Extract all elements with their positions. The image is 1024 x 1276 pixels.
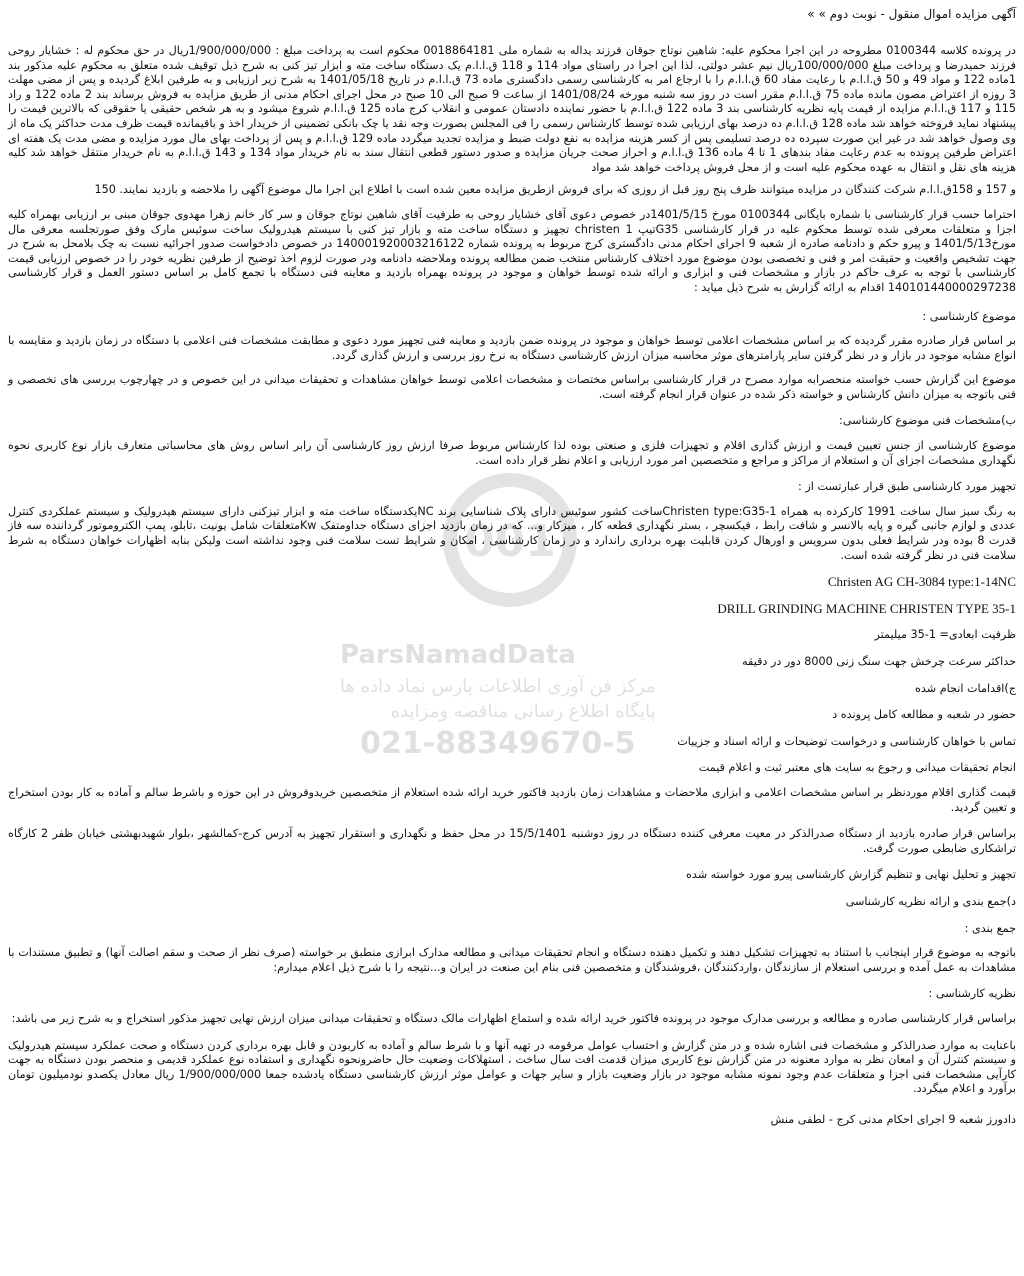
signature-line: دادورز شعبه 9 اجرای احکام مدنی کرج - لطفی منش: [770, 1112, 1016, 1126]
heading-subject: موضوع کارشناسی :: [922, 309, 1016, 323]
heading-summary-opinion: د)جمع بندی و ارائه نظریه کارشناسی: [845, 894, 1016, 908]
paragraph-subject: بر اساس قرار صادره مقرر گردیده که بر اساس مشخصات اعلامی توسط خواهان و موجود در پرونده ضمن بازدید و معاینه فنی تجهیز مورد دعوی و مطابقت مشخصات فنی اعلامی با دستگاه در زمان بازدید و مقایسه با انواع مشابه موجود در بازار و در نظر گرفتن سایر پارامترهای موثر محاسبه میزان ارزش کارشناسی دستگاه به نرخ روز بررسی و ارزش گذاری گردد.: [8, 334, 1016, 362]
watermark-brand: ParsNamadData: [340, 640, 576, 670]
paragraph-final-analysis: تجهیز و تحلیل نهایی و تنظیم گزارش کارشناسی پیرو مورد خواسته شده: [686, 868, 1016, 882]
paragraph-expert-order: احتراما حسب قرار کارشناسی با شماره بایگانی 0100344 مورخ 1401/5/15در خصوص دعوی آقای خشایار روحی به طرفیت آقای شاهین نوتاج جوقان و سر کار خانم زهرا مهدوی جوقان مبنی بر ارزیابی بهمراه کلیه اجزا و متعلقات معرفی شده توسط محکوم علیه در قرار کارشناسی G35تیپ 1 christen تجهیز و دستگاه ساخت مته و بازار تیز کنی با سیستم هیدرولیک ساخت سوئیس مارک وفق صورتجلسه معرفی مال مورخ1401/5/13 و پیرو حکم و دادنامه صادره از شعبه 9 اجرای احکام مدنی دادگستری کرج مربوط به پرونده شماره 140001920003216122 در خصوص دادخواست صدور اجرائیه نسبت به چک بلامحل به شرح در جهت تشخیص واقعیت و حقیقت امر و فنی و تخصصی بودن موضوع مورد اختلاف کارشناس منتخب ضمن مطالعه پرونده وملاحضه دادنامه ودر صورت لزوم اخذ توضیح از طرفین نظریه خودر را در خصوص ارزیابی قیمت کارشناسی با توجه به عرف حاکم در بازار و مشخصات فنی و ابزاری و ارائه شده توسط خواهان و موجود در پرونده بهمراه بازدید و معاینه فنی دستگاه با تجمع کامل بر اساس دستور العمل و قرار کارشناسی 140101440000297238 اقدام به ارائه گزارش به شرح ذیل میاید :: [8, 207, 1017, 294]
heading-expert-opinion: نظریه کارشناسی :: [928, 987, 1016, 1001]
paragraph-tech-specs: موضوع کارشناسی از جنس تعیین قیمت و ارزش گذاری اقلام و تجهیزات فلزی و صنعتی بوده لذا کارشناس مربوط صرفا ارزش روز کارشناسی آن رابر اساس روش های محاسباتی متعارف بازار نوع کاربری نحوه نگهداری مشخصات اجزای آن و استعلام از مراکز و مراجع و متخصصین امر مورد ارزیابی و اعلام نظر قرار داده است.: [8, 439, 1016, 467]
paragraph-summary: باتوجه به موضوع قرار اینجانب با استناد به تجهیزات تشکیل دهند و تکمیل دهنده دستگاه و انجام تحقیقات میدانی و مطالعه مدارک ابرازی منطبق بر خواسته (صرف نظر از صحت و سقم اصالت آنها) و تطبیق مستندات با مشاهدات به عمل آمده و بررسی استعلام از سازندگان ،واردکنندگان ،فروشندگان و متخصصین فنی بنام این صنعت در ایران و...نتیجه را با شرح ذیل اعلام میدارم:: [8, 946, 1016, 974]
paragraph-expert-opinion: براساس قرار کارشناسی صادره و مطالعه و بررسی مدارک موجود در پرونده فاکتور خرید ارائه شده و استماع اظهارات مالک دستگاه و تحقیقات میدانی میزان ارزش نهایی تجهیز مذکور استخراج و به شرح زیر می باشد:: [11, 1011, 1016, 1025]
paragraph-final-valuation: باعنایت به موارد صدرالذکر و مشخصات فنی اشاره شده و در متن گزارش و احتساب عوامل مرقومه در تهیه آنها و با شرط سالم و آماده به کاربودن و قابل بهره برداری کردن دستگاه و صحت عملکرد سیستم هیدرولیک و سیستم کنترل آن و امعان نظر به موارد معنونه در متن گزارش نوع کاربری میزان قدمت افت سال ساخت ، استهلاکات وضعیت حال حاضرونحوه نگهداری و استفاده نوع عملکرد قدیمی و منحصر بودن دستگاه به جهت کارآیی مشخصات فنی اجزا و متعلقات عدم وجود نمونه مشابه موجود در بازار وضعیت بازار و سایر جهات و عوامل موثر ارزش کارشناسی دستگاه یادشده جمعا 1/900/000/000 ریال معادل یکصدو نودمیلیون تومان برآورد و اعلام میگردد.: [8, 1038, 1016, 1096]
paragraph-visit: براساس قرار صادره بازدید از دستگاه صدرالذکر در معیت معرفی کننده دستگاه در روز دوشنبه 15/5/1401 در محل حفظ و نگهداری و استقرار تجهیز به آدرس کرج-کمالشهر ،بلوار شهیدبهشتی خیابان ظفر 2 کارگاه تراشکاری ضابطی صورت گرفت.: [8, 827, 1017, 855]
heading-tech-specs: ب)مشخصات فنی موضوع کارشناسی:: [839, 414, 1016, 428]
paragraph-viewing: و 157 و 158ق.ا.ا.م شرکت کنندگان در مزایده میتوانند ظرف پنج روز قبل از روزی که برای فروش ازطریق مزایده معین شده است با اطلاع این اجرا مال موضوع آگهی را ملاحضه و بازدید نمایند. 150: [94, 183, 1016, 197]
heading-summary: جمع بندی :: [964, 921, 1016, 935]
paragraph-auction-terms: در پرونده کلاسه 0100344 مطروحه در این اجرا محکوم علیه: شاهین نوتاج جوقان فرزند یداله به شماره ملی 0018864181 محکوم است به پرداخت مبلغ : 1/900/000/000ریال در حق محکوم له : خشایار روحی فرزند حمیدرضا و پرداخت مبلغ 100/000/000ریال نیم عشر دولتی، لذا این اجرا در راستای مواد 114 و 118 ق.ا.ا.م یک دستگاه ساخت مته و ابزار تیز کنی به شرح ذیل توقیف شده متعلق به محکوم علیه مذکور بند 1ماده 122 و مواد 49 و 50 ق.ا.ا.م با رعایت مفاد 60 ق.ا.ا.م را با ارجاع امر به کارشناسی رسمی دادگستری ماده 73 ق.ا.ا.م در تاریخ 1401/05/18 به شرح زیر ارزیابی و به طرفین ابلاغ گردیده و پس از مضی مهلت 3 روزه از اعتراض مصون مانده ماده 75 ق.ا.ا.م مقرر است در روز سه شنبه مورخه 1401/08/24 از ساعت 9 صبح الی 10 صبح در محل اجرای احکام مدنی از طریق مزایده به فروش برساند بند 2 ماده 122 و راد 115 و 117 ق.ا.ا.م مزایده از قیمت پایه نظریه کارشناسی بند 3 ماده 122 ق.ا.ا.م با حضور نماینده دادستان عمومی و انقلاب کرج ماده 125 ق.ا.ا.م شروع میشود و به هر شخص حقیقی یا حقوقی که بالاترین قیمت را پیشنهاد نماید فروخته خواهد شد ماده 128 ق.ا.ا.م ده درصد بهای ارزیابی شده توسط کارشناس رسمی را فی المجلس بصورت وجه نقد یا چک بانکی تضمینی از خریدار اخذ و باقیمانده قیمت ظرف مدت حداکثر یک ماه از وی وصول خواهد شد در غیر این صورت سپرده ده درصد تسلیمی پس از کسر هزینه مزایده به نفع دولت ضبط و مزایده تجدید میگردد ماده 129 ق.ا.ا.م و پس از پرداخت بهای مال مورد مزایده و مضی مدت یک هفته ای اعتراض طرفین پرونده به عدم رعایت مفاد بندهای 1 تا 4 ماده 136 ق.ا.ا.م و احراز صحت جریان مزایده و صدور دستور قطعی انتقال سند به نام خریدار مواد 134 و 143 ق.ا.ا.م به نام خریدار منتقل خواهد شد کلیه هزینه های نقل و انتقال به عهده محکوم علیه است و از محل فروش پرداخت خواهد شد مواد: [8, 44, 1017, 174]
machine-name-line: DRILL GRINDING MACHINE CHRISTEN TYPE 35-1: [717, 600, 1016, 616]
spec-max-speed: حداکثر سرعت چرخش جهت سنگ زنی 8000 دور در دقیقه: [742, 655, 1016, 668]
action-attend-branch: حضور در شعبه و مطالعه کامل پرونده د: [832, 708, 1016, 722]
paragraph-report-scope: موضوع این گزارش حسب خواسته منحصرابه موارد مصرح در قرار کارشناسی براساس مختصات و مشخصات اعلامی توسط خواهان مشاهدات و تحقیقات میدانی در این خصوص و در چهارچوب بررسی های تخصصی و فنی باتوجه به میزان دانش کارشناس و خواسته ذکر شده در عنوان قرار انجام گرفته است.: [8, 373, 1016, 401]
watermark-phone: 021-88349670-5: [360, 726, 636, 761]
paragraph-pricing: قیمت گذاری اقلام موردنظر بر اساس مشخصات اعلامی و ابزاری ملاحضات و مشاهدات زمان بازدید فاکتور خرید ارائه شده استعلام از متخصصین خریدوفروش در این حوزه و باشرط سالم و آماده به کار بودن استخراج و تعیین گردید.: [8, 785, 1016, 814]
paragraph-equipment: به رنگ سبز سال ساخت 1991 کارکرده به همراه Christen type:G35-1ساخت کشور سوئیس دارای پلاک شناسایی برند NCیکدستگاه ساخت مته و ابزار تیزکنی دارای سیستم هیدرولیک و سیستم عملکردی کنترل عددی و لوازم جانبی گیره و پایه بالانسر و شافت رابط ، فیکسچر ، بستر نگهداری قطعه کار ، میزکار و... که در زمان بازدید اجزای دستگاه جداومتفک Kwمتعلقات شامل یونیت ،تابلو، پمپ الکتروموتور گرداننده سه فاز قدرت 8 بوده ودر شرایط فعلی بدون سرویس و اورهال کردن قابلیت بهره برداری راندارد و در زمان کارشناسی ، امکان و شرایط تست سلامت فنی وجود نداشته است ولیکن بنابه اظهارات خواهان دستگاه به شرط سلامت فنی در نظر گرفته شده است.: [8, 504, 1016, 562]
spec-capacity: ظرفیت ابعادی= 1-35 میلیمتر: [874, 628, 1016, 642]
watermark-line2: پایگاه اطلاع رسانی مناقصه ومزایده: [390, 701, 656, 722]
model-line: Christen AG CH-3084 type:1-14NC: [827, 574, 1016, 590]
watermark-line1: مرکز فن آوری اطلاعات پارس نماد داده ها: [340, 676, 656, 697]
action-contact-plaintiff: تماس با خواهان کارشناسی و درخواست توضیحات و ارائه اسناد و جزییات: [677, 734, 1016, 748]
watermark-logo-number: 001: [464, 516, 556, 567]
document-title: آگهی مزایده اموال منقول - نوبت دوم » »: [807, 7, 1016, 21]
action-field-research: انجام تحقیقات میدانی و رجوع به سایت های معتبر ثبت و اعلام قیمت: [698, 761, 1016, 775]
heading-actions: ج)اقدامات انجام شده: [915, 681, 1016, 695]
heading-equipment: تجهیز مورد کارشناسی طبق قرار عبارتست از :: [798, 480, 1016, 494]
